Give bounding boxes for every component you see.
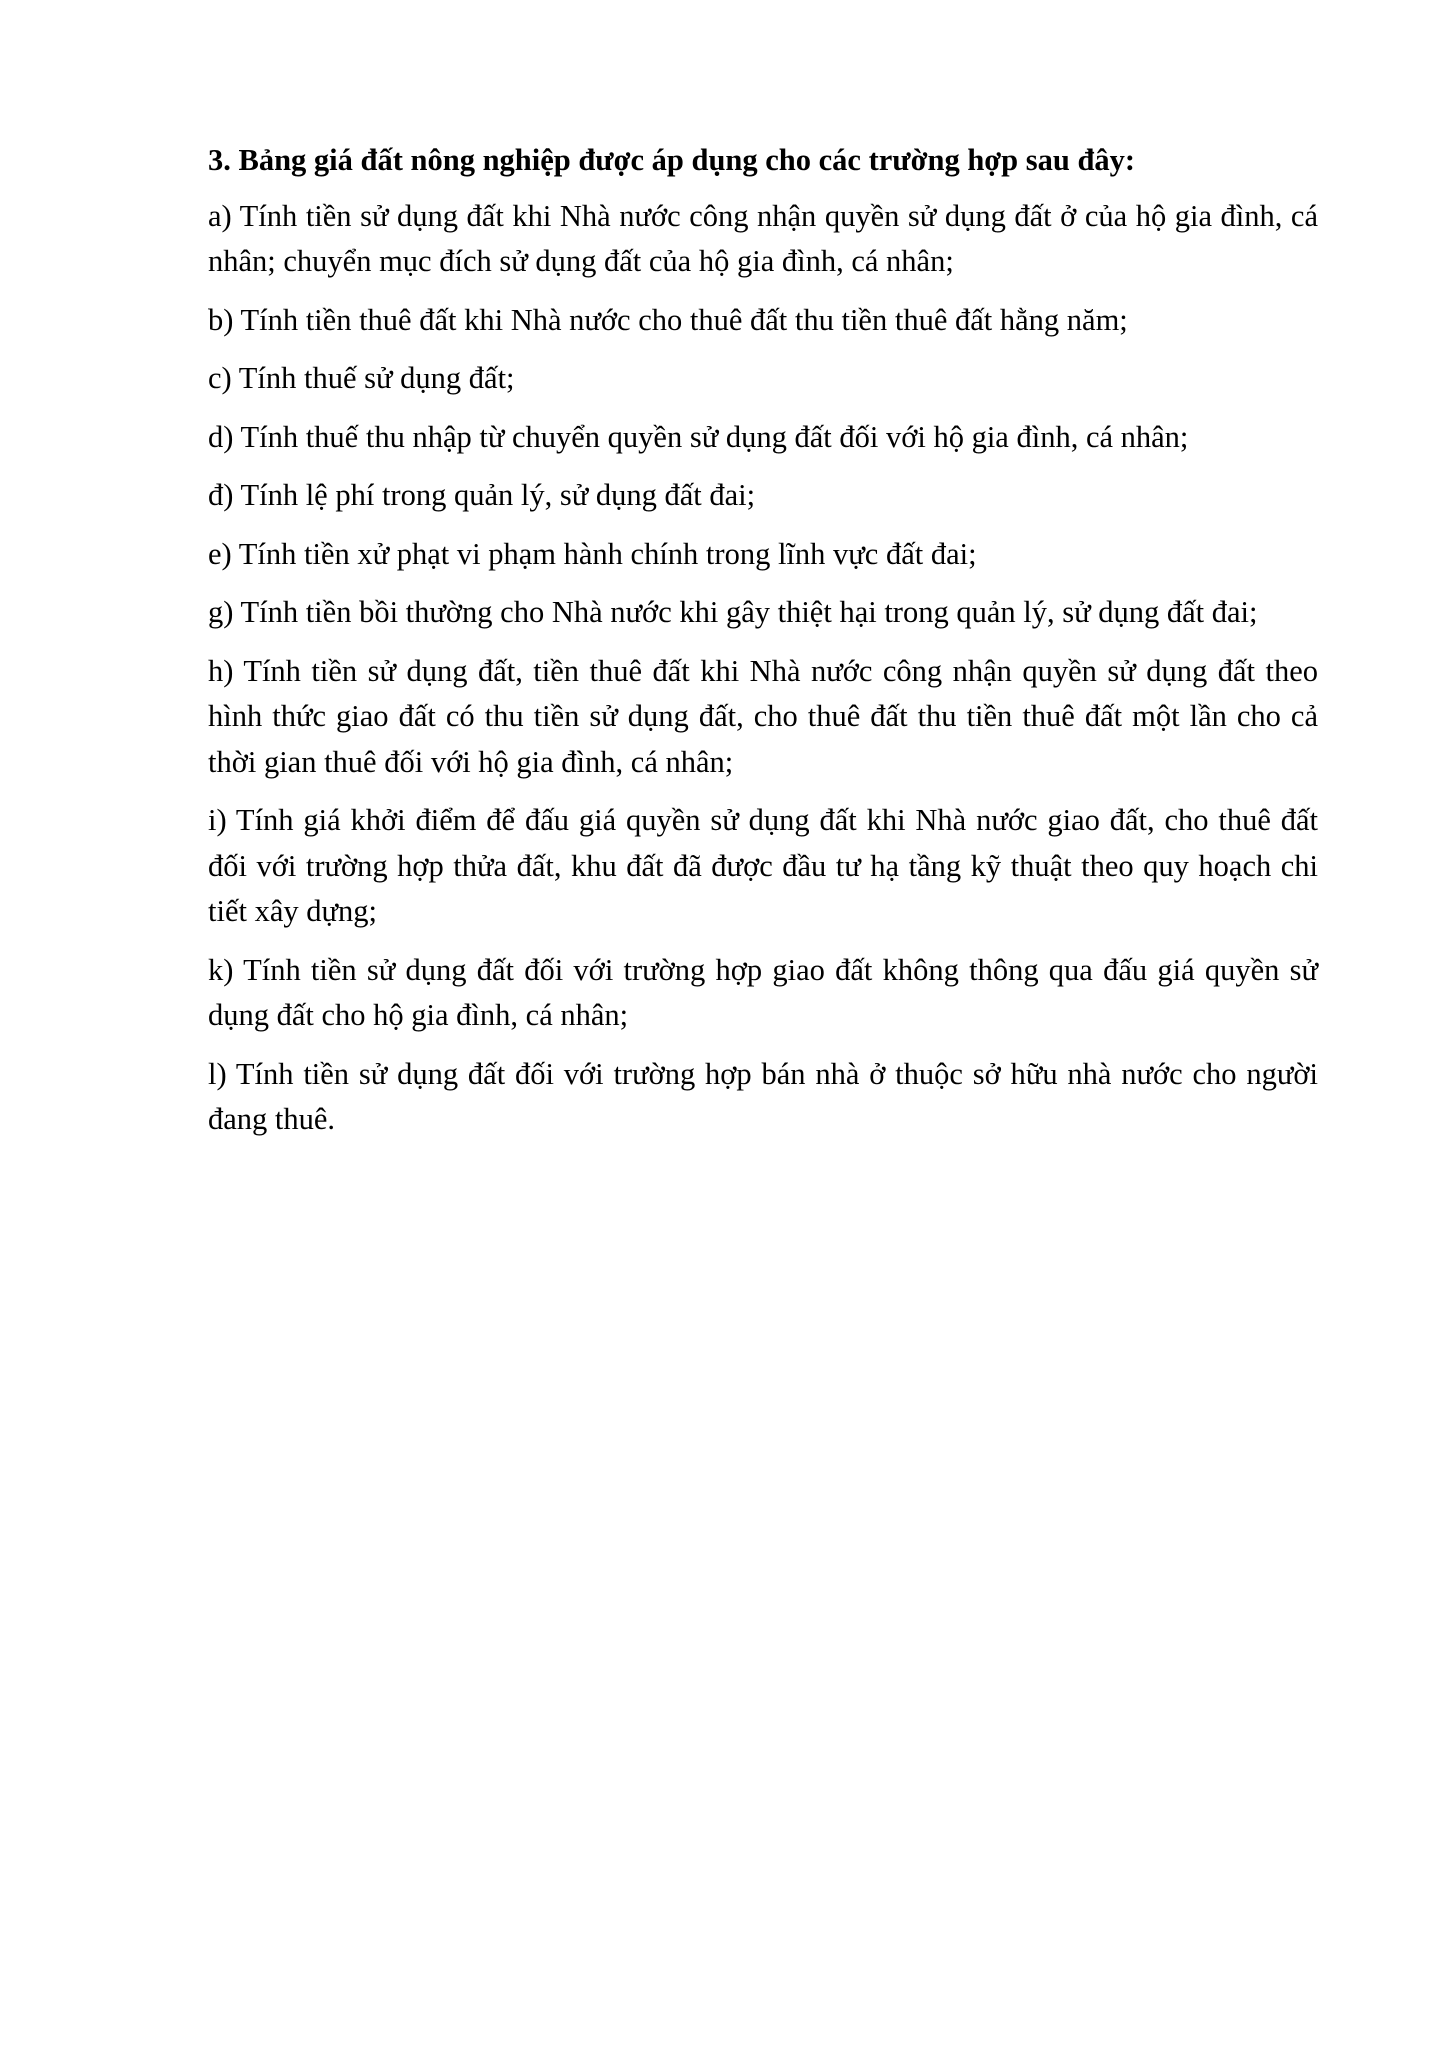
- list-item-c: c) Tính thuế sử dụng đất;: [208, 361, 515, 395]
- list-item-a: a) Tính tiền sử dụng đất khi Nhà nước công nhận quyền sử dụng đất ở của hộ gia đình, cá nhân; chuyển mục đích sử dụng đất của hộ gia đình, cá nhân;: [208, 198, 1318, 278]
- list-item-h: h) Tính tiền sử dụng đất, tiền thuê đất khi Nhà nước công nhận quyền sử dụng đất theo hình thức giao đất có thu tiền sử dụng đất, cho thuê đất thu tiền thuê đất một lần cho cả thời gian thuê đối với hộ gia đình, cá nhân;: [208, 653, 1318, 779]
- list-item-k: k) Tính tiền sử dụng đất đối với trường hợp giao đất không thông qua đấu giá quyền sử dụng đất cho hộ gia đình, cá nhân;: [208, 952, 1318, 1032]
- list-item-b: b) Tính tiền thuê đất khi Nhà nước cho thuê đất thu tiền thuê đất hằng năm;: [208, 302, 1128, 337]
- list-item-l: l) Tính tiền sử dụng đất đối với trường hợp bán nhà ở thuộc sở hữu nhà nước cho người đang thuê.: [208, 1056, 1318, 1136]
- list-item-e: e) Tính tiền xử phạt vi phạm hành chính trong lĩnh vực đất đai;: [208, 536, 977, 571]
- list-item-dd: đ) Tính lệ phí trong quản lý, sử dụng đất đai;: [208, 478, 756, 512]
- list-item-g: g) Tính tiền bồi thường cho Nhà nước khi gây thiệt hại trong quản lý, sử dụng đất đai;: [208, 595, 1258, 629]
- list-item-i: i) Tính giá khởi điểm để đấu giá quyền sử dụng đất khi Nhà nước giao đất, cho thuê đất đối với trường hợp thửa đất, khu đất đã được đầu tư hạ tầng kỹ thuật theo quy hoạch chi tiết xây dựng;: [208, 803, 1318, 928]
- document-body: [208, 138, 1318, 1156]
- section-heading: 3. Bảng giá đất nông nghiệp được áp dụng cho các trường hợp sau đây:: [208, 143, 1136, 177]
- list-item-d: d) Tính thuế thu nhập từ chuyển quyền sử dụng đất đối với hộ gia đình, cá nhân;: [208, 419, 1189, 454]
